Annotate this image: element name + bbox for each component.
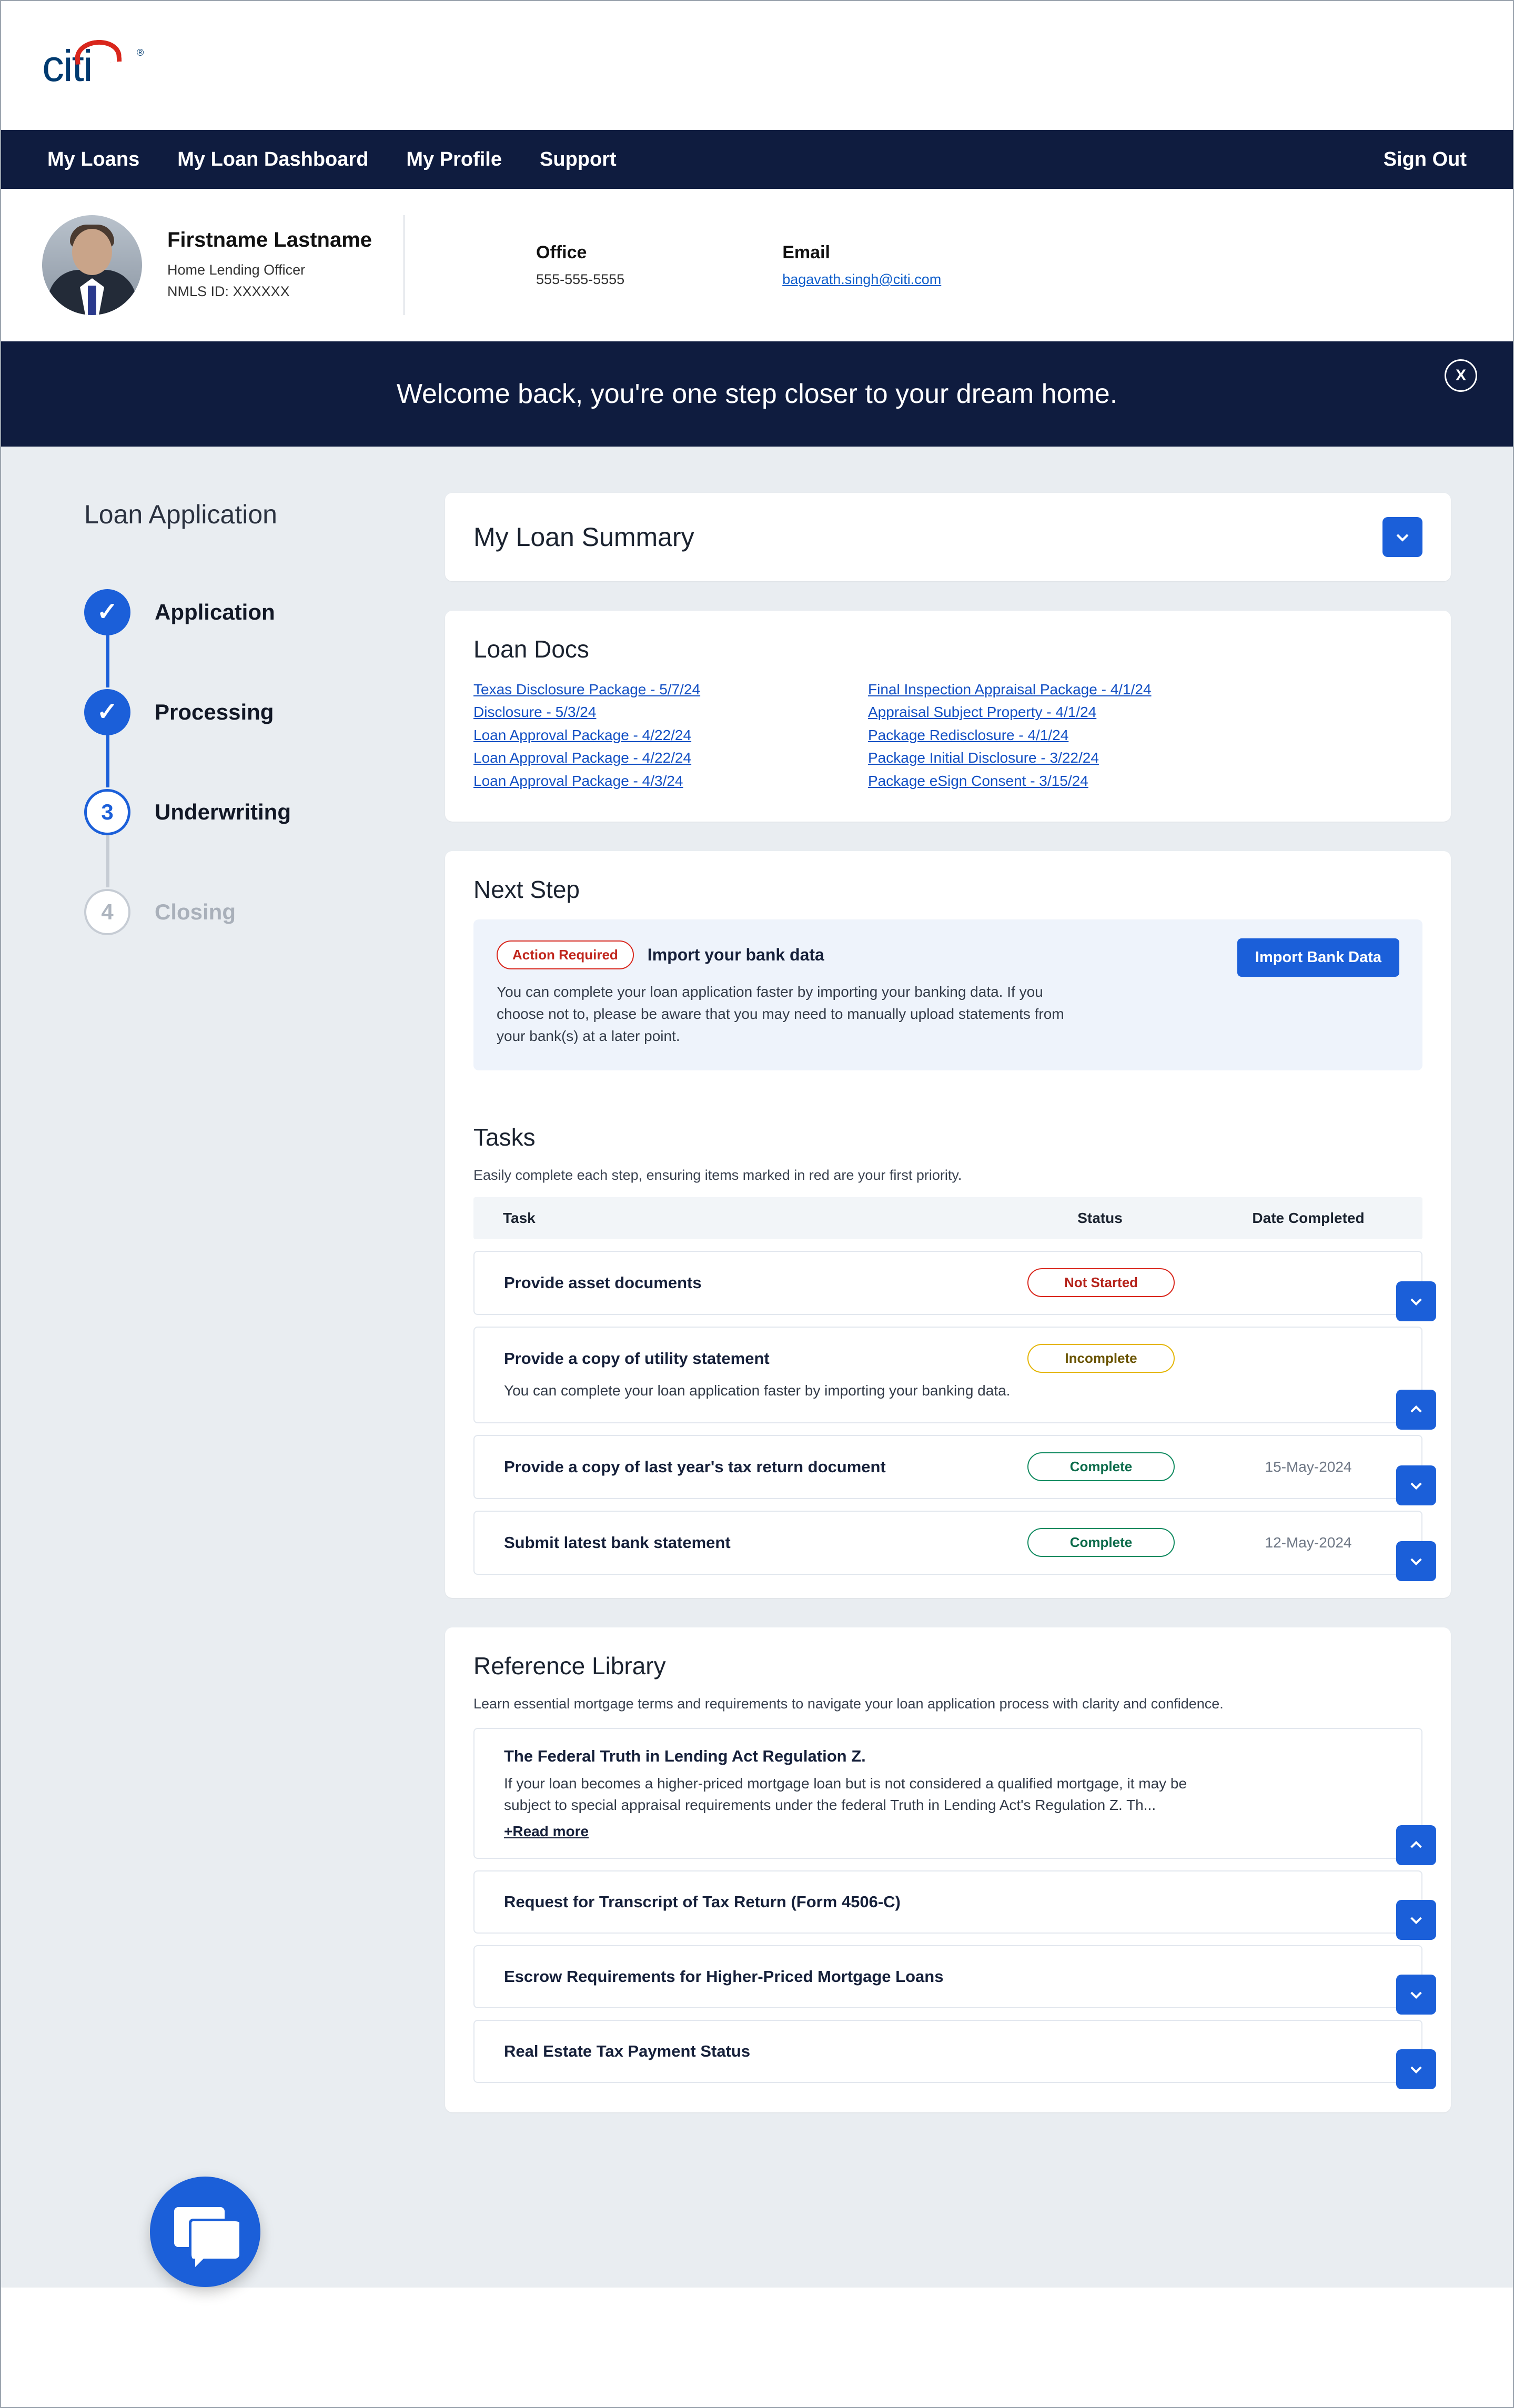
next-step-title: Next Step: [473, 875, 580, 903]
progress-title: Loan Application: [84, 500, 277, 529]
list-item[interactable]: [473, 1945, 1422, 2008]
task-status: [977, 1344, 1225, 1373]
email-value-wrap: [782, 271, 941, 288]
loan-application-progress: [0, 447, 442, 2156]
step-connector: [106, 630, 109, 687]
task-row-main: [475, 1436, 1421, 1498]
task-detail-text: You can complete your loan application faster by importing your banking data.: [504, 1382, 1011, 1399]
action-required-box: [473, 919, 1422, 1070]
nav-item-my-profile[interactable]: My Profile: [406, 148, 502, 170]
dashboard-cards: [442, 447, 1514, 2156]
chevron-down-icon[interactable]: [1396, 1975, 1436, 2015]
officer-identity: [167, 228, 372, 302]
step-connector: [106, 730, 109, 787]
step-label-underwriting: Underwriting: [155, 800, 291, 824]
progress-step-underwriting[interactable]: [84, 762, 442, 862]
task-date: 12-May-2024: [1265, 1534, 1352, 1551]
loan-docs-list: [473, 678, 1422, 792]
nav-items: [42, 148, 635, 171]
doc-link[interactable]: Package Initial Disclosure - 3/22/24: [868, 750, 1099, 766]
step-label-processing: Processing: [155, 700, 274, 724]
vertical-divider: [403, 215, 405, 315]
table-row[interactable]: [473, 1251, 1422, 1315]
doc-link[interactable]: Loan Approval Package - 4/3/24: [473, 772, 683, 789]
nav-item-support[interactable]: Support: [540, 148, 617, 170]
loan-docs-title: Loan Docs: [473, 635, 589, 663]
chevron-up-icon[interactable]: [1396, 1825, 1436, 1865]
tasks-title: Tasks: [473, 1123, 536, 1151]
loan-officer-bar: [0, 189, 1514, 341]
main-content: [0, 447, 1514, 2288]
citi-logo-text: citi: [42, 41, 92, 90]
sign-out-button[interactable]: Sign Out: [1383, 148, 1467, 170]
list-item[interactable]: [473, 1728, 1422, 1859]
column-header-date-completed: Date Completed: [1252, 1209, 1365, 1226]
loan-summary-card: [445, 493, 1451, 581]
progress-step-processing[interactable]: [84, 662, 442, 762]
task-name: Provide a copy of last year's tax return document: [504, 1457, 886, 1476]
brand-header: [0, 0, 1514, 130]
next-step-section: [445, 851, 1451, 1100]
chevron-down-icon[interactable]: [1396, 2049, 1436, 2089]
loan-summary-header[interactable]: [445, 493, 1451, 581]
reference-library-title: Reference Library: [473, 1652, 666, 1679]
loan-docs-right-column: [868, 678, 1422, 792]
doc-link[interactable]: Disclosure - 5/3/24: [473, 704, 597, 721]
task-row-main: [475, 1512, 1421, 1574]
registered-mark: ®: [137, 47, 144, 58]
table-row[interactable]: [473, 1327, 1422, 1423]
next-step-and-tasks-card: [445, 851, 1451, 1598]
doc-link[interactable]: Loan Approval Package - 4/22/24: [473, 750, 692, 766]
read-more-link[interactable]: +Read more: [504, 1823, 589, 1840]
office-value: 555-555-5555: [536, 271, 625, 287]
email-label: Email: [782, 242, 830, 262]
officer-office-block: [536, 242, 624, 288]
task-date: 15-May-2024: [1265, 1458, 1352, 1475]
nav-item-my-loans[interactable]: My Loans: [47, 148, 140, 170]
doc-link[interactable]: Appraisal Subject Property - 4/1/24: [868, 704, 1097, 721]
reference-item-body: If your loan becomes a higher-priced mortgage loan but is not considered a qualified mortgage, it may be subject to special appraisal requirements under the federal Truth in Lending Act's Regulation Z. Th...: [504, 1775, 1187, 1813]
officer-name: Firstname Lastname: [167, 228, 372, 251]
status-badge: Not Started: [1027, 1268, 1175, 1297]
loan-docs-left-column: [473, 678, 868, 792]
step-marker-check-icon: ✓: [84, 589, 130, 635]
officer-role: Home Lending Officer: [167, 262, 306, 278]
step-connector: [106, 829, 109, 887]
reference-library-card: [445, 1627, 1451, 2112]
citi-logo[interactable]: [42, 36, 147, 94]
tasks-subtitle: Easily complete each step, ensuring items marked in red are your first priority.: [473, 1167, 962, 1183]
progress-step-closing[interactable]: [84, 862, 442, 962]
action-headline: Import your bank data: [647, 945, 824, 964]
progress-step-application[interactable]: [84, 562, 442, 662]
loan-docs-card: [445, 611, 1451, 822]
reference-item-title: Real Estate Tax Payment Status: [504, 2042, 751, 2061]
doc-link[interactable]: Package Redisclosure - 4/1/24: [868, 726, 1069, 743]
reference-item-title: Escrow Requirements for Higher-Priced Mortgage Loans: [504, 1967, 944, 1986]
task-name: Submit latest bank statement: [504, 1533, 731, 1552]
chevron-down-icon[interactable]: [1382, 517, 1422, 557]
doc-link[interactable]: Package eSign Consent - 3/15/24: [868, 772, 1088, 789]
status-badge: Complete: [1027, 1452, 1175, 1481]
import-bank-data-button[interactable]: Import Bank Data: [1237, 938, 1399, 977]
list-item[interactable]: [473, 2020, 1422, 2083]
officer-nmls: NMLS ID: XXXXXX: [167, 283, 290, 299]
task-name: Provide a copy of utility statement: [504, 1349, 770, 1368]
reference-item-title: The Federal Truth in Lending Act Regulation Z.: [504, 1746, 866, 1765]
avatar: [42, 215, 142, 315]
status-badge-action-required: Action Required: [497, 940, 634, 969]
progress-steps: [84, 562, 442, 962]
step-marker-number: 3: [84, 789, 130, 835]
office-label: Office: [536, 242, 587, 262]
tasks-table-header: [473, 1197, 1422, 1239]
table-row[interactable]: [473, 1435, 1422, 1499]
task-row-main: [475, 1252, 1421, 1314]
task-status: [977, 1268, 1225, 1297]
chevron-down-icon[interactable]: [1396, 1900, 1436, 1940]
chevron-down-icon[interactable]: [1396, 1281, 1436, 1321]
nav-item-my-loan-dashboard[interactable]: My Loan Dashboard: [177, 148, 369, 170]
chat-icon[interactable]: [150, 2177, 260, 2287]
action-body-text: You can complete your loan application faster by importing your banking data. If you choose not to, please be aware that you may need to manually upload statements from your bank(s) at a later point.: [497, 983, 1064, 1044]
list-item[interactable]: [473, 1870, 1422, 1934]
step-marker-check-icon: ✓: [84, 689, 130, 735]
status-badge: Complete: [1027, 1528, 1175, 1557]
doc-link[interactable]: Final Inspection Appraisal Package - 4/1/24: [868, 681, 1152, 697]
tasks-section: [445, 1100, 1451, 1598]
chevron-up-icon[interactable]: [1396, 1390, 1436, 1430]
status-badge: Incomplete: [1027, 1344, 1175, 1373]
loan-summary-title: My Loan Summary: [473, 522, 694, 552]
task-status: [977, 1452, 1225, 1481]
step-label-application: Application: [155, 600, 275, 624]
task-name: Provide asset documents: [504, 1273, 702, 1292]
reference-item-title: Request for Transcript of Tax Return (Form 4506-C): [504, 1893, 901, 1911]
column-header-status: Status: [1077, 1209, 1123, 1226]
close-icon[interactable]: X: [1445, 359, 1477, 392]
task-status: [977, 1528, 1225, 1557]
email-link[interactable]: bagavath.singh@citi.com: [782, 271, 942, 287]
step-label-closing: Closing: [155, 899, 236, 924]
officer-email-block: [782, 242, 941, 288]
doc-link[interactable]: Texas Disclosure Package - 5/7/24: [473, 681, 701, 697]
main-navigation: [0, 130, 1514, 189]
welcome-message: Welcome back, you're one step closer to your dream home.: [396, 379, 1118, 409]
welcome-banner: [0, 341, 1514, 447]
doc-link[interactable]: Loan Approval Package - 4/22/24: [473, 726, 692, 743]
column-header-task: Task: [503, 1209, 536, 1226]
chevron-down-icon[interactable]: [1396, 1541, 1436, 1581]
step-marker-number: 4: [84, 889, 130, 935]
table-row[interactable]: [473, 1511, 1422, 1575]
reference-library-subtitle: Learn essential mortgage terms and requirements to navigate your loan application process with clarity and confidence.: [473, 1695, 1224, 1712]
chevron-down-icon[interactable]: [1396, 1465, 1436, 1505]
task-row-main: [475, 1328, 1421, 1390]
